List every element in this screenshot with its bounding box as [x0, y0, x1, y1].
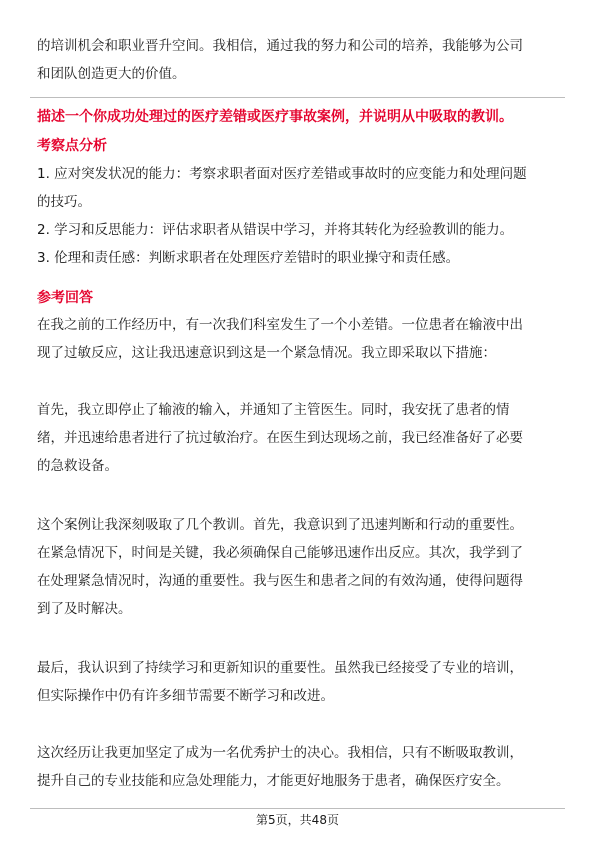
- text-line: 在处理紧急情况时，沟通的重要性。我与医生和患者之间的有效沟通，使得问题得: [37, 573, 523, 589]
- text-line: 在我之前的工作经历中，有一次我们科室发生了一个小差错。一位患者在输液中出: [37, 317, 523, 333]
- answer-paragraph-5: [37, 739, 559, 795]
- footer-divider: [30, 808, 565, 809]
- text-line: 绪，并迅速给患者进行了抗过敏治疗。在医生到达现场之前，我已经准备好了必要: [37, 430, 523, 446]
- text-line: 的急救设备。: [37, 458, 118, 474]
- analysis-title: 考察点分析: [37, 138, 107, 154]
- page-number: 第5页，共48页: [256, 813, 339, 827]
- analysis-item-1-cont: 的技巧。: [37, 194, 91, 210]
- text-line: 在紧急情况下，时间是关键，我必须确保自己能够迅速作出反应。其次，我学到了: [37, 545, 523, 561]
- analysis-item-3: 3. 伦理和责任感：判断求职者在处理医疗差错时的职业操守和责任感。: [37, 250, 460, 266]
- analysis-list: [37, 160, 559, 272]
- text-line: 到了及时解决。: [37, 601, 132, 617]
- text-line: 这次经历让我更加坚定了成为一名优秀护士的决心。我相信，只有不断吸取教训，: [37, 745, 523, 761]
- question-heading: 描述一个你成功处理过的医疗差错或医疗事故案例，并说明从中吸取的教训。: [37, 109, 513, 125]
- answer-paragraph-4: [37, 654, 559, 710]
- text-line: 最后，我认识到了持续学习和更新知识的重要性。虽然我已经接受了专业的培训，: [37, 660, 523, 676]
- text-line: 和团队创造更大的价值。: [37, 66, 186, 82]
- section-divider: [30, 97, 565, 98]
- text-line: 的培训机会和职业晋升空间。我相信，通过我的努力和公司的培养，我能够为公司: [37, 38, 523, 54]
- analysis-item-1: 1. 应对突发状况的能力：考察求职者面对医疗差错或事故时的应变能力和处理问题: [37, 166, 527, 182]
- text-line: 这个案例让我深刻吸取了几个教训。首先，我意识到了迅速判断和行动的重要性。: [37, 517, 523, 533]
- answer-paragraph-3: [37, 511, 559, 623]
- text-line: 但实际操作中仍有许多细节需要不断学习和改进。: [37, 688, 334, 704]
- analysis-item-2: 2. 学习和反思能力：评估求职者从错误中学习，并将其转化为经验教训的能力。: [37, 222, 514, 238]
- answer-paragraph-2: [37, 396, 559, 480]
- text-line: 提升自己的专业技能和应急处理能力，才能更好地服务于患者，确保医疗安全。: [37, 773, 510, 789]
- intro-paragraph: [37, 32, 559, 88]
- answer-title: 参考回答: [37, 290, 93, 306]
- text-line: 现了过敏反应，这让我迅速意识到这是一个紧急情况。我立即采取以下措施：: [37, 345, 496, 361]
- text-line: 首先，我立即停止了输液的输入，并通知了主管医生。同时，我安抚了患者的情: [37, 402, 510, 418]
- answer-paragraph-1: [37, 311, 559, 367]
